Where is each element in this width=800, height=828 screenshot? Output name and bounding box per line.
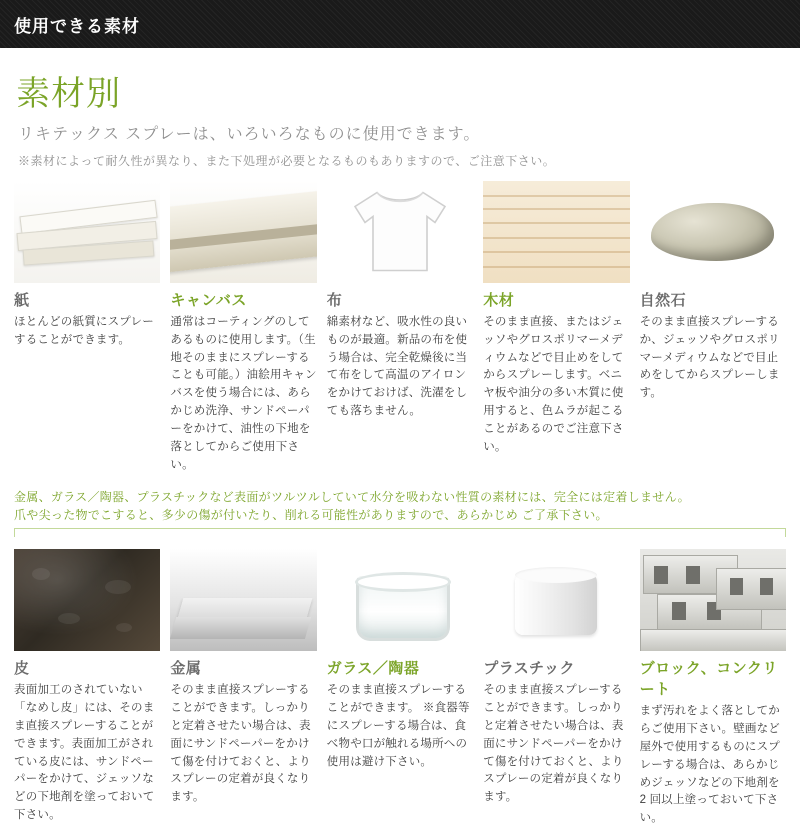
natural-stone-photo	[640, 181, 786, 283]
material-body-leather: 表面加工のされていない「なめし皮」には、そのまま直接スプレーすることができます。表面加工がされている皮には、サンドペーパーをかけて、ジェッソなどの下地剤を塗っておいて下さい。	[14, 684, 155, 821]
plastic-cap-photo	[483, 549, 629, 651]
material-label-cloth: 布	[326, 292, 343, 309]
caution-line-2: 爪や尖った物でこすると、多少の傷が付いたり、削れる可能性がありますので、あらかじめ ご了承下さい。	[14, 508, 608, 523]
material-card-cloth	[327, 181, 473, 474]
material-body-stone: そのまま直接スプレーするか、ジェッソやグロスポリマーメディウムなどで目止めをしてからスプレーします。	[639, 316, 780, 400]
material-card-stone	[640, 181, 786, 474]
material-card-canvas	[170, 181, 316, 474]
material-card-wood	[483, 181, 629, 474]
material-card-paper	[14, 181, 160, 474]
material-label-paper: 紙	[14, 292, 30, 309]
page-content	[0, 66, 800, 828]
material-card-block	[640, 549, 786, 828]
wood-plank-photo	[483, 181, 629, 283]
material-body-metal: そのまま直接スプレーすることができます。しっかりと定着させたい場合は、表面にサンドペーパーをかけて傷を付けておくと、よりスプレーの定着が良くなります。	[170, 684, 311, 804]
material-label-glass: ガラス／陶器	[326, 660, 420, 678]
material-label-wood: 木材	[483, 292, 515, 309]
material-body-paper: ほとんどの紙質にスプレーすることができます。	[14, 316, 154, 346]
material-body-block: まず汚れをよく落としてからご使用下さい。壁画など屋外で使用するものにスプレーする場合は、あらかじめジェッソなどの下地剤を 2 回以上塗っておいて下さい。	[639, 705, 780, 825]
material-card-metal	[170, 549, 316, 828]
material-label-stone: 自然石	[639, 292, 687, 309]
material-label-leather: 皮	[14, 660, 30, 678]
page-header-title: 使用できる素材	[14, 16, 140, 36]
metal-sheet-photo	[170, 549, 316, 651]
material-card-plastic	[483, 549, 629, 828]
canvas-board-photo	[170, 181, 316, 283]
material-grid-row-2	[14, 549, 786, 828]
material-label-canvas: キャンバス	[170, 292, 247, 309]
paper-sheets-photo	[14, 181, 160, 283]
material-label-plastic: プラスチック	[483, 660, 575, 678]
page-header-bar	[0, 0, 800, 48]
leather-photo	[14, 549, 160, 651]
tshirt-photo	[327, 181, 473, 283]
material-body-canvas: 通常はコーティングのしてあるものに使用します。（生地そのままにスプレーすることも可能。）油絵用キャンバスを使う場合には、あらかじめ洗浄、サンドペーパーをかけて、油性の下地を落としてからご使用下さい。	[170, 316, 317, 471]
material-body-plastic: そのまま直接スプレーすることができます。しっかりと定着させたい場合は、表面にサンドペーパーをかけて傷を付けておくと、よりスプレーの定着が良くなります。	[483, 684, 624, 804]
glass-cup-photo	[327, 549, 473, 651]
material-body-wood: そのまま直接、またはジェッソやグロスポリマーメディウムなどで目止めをしてからスプレーします。ベニヤ板や油分の多い木質に使用すると、色ムラが起こることがあるのでご注意下さい。	[483, 316, 624, 453]
material-grid-row-1	[14, 181, 786, 474]
caution-block	[14, 488, 786, 543]
material-card-glass	[327, 549, 473, 828]
caution-line-1: 金属、ガラス／陶器、プラスチックなど表面がツルツルしていて水分を吸わない性質の素材には、完全には定着しません。	[14, 490, 690, 505]
material-label-block: ブロック、コンクリート	[639, 660, 778, 699]
material-label-metal: 金属	[170, 660, 202, 678]
material-card-leather	[14, 549, 160, 828]
section-lead-text: リキテックス スプレーは、いろいろなものに使用できます。	[18, 126, 481, 143]
material-body-cloth: 綿素材など、吸水性の良いものが最適。新品の布を使う場合は、完全乾燥後に当て布をして高温のアイロンをかけておけば、洗濯をしても落ちません。	[326, 316, 468, 418]
material-body-glass: そのまま直接スプレーすることができます。 ※食器等にスプレーする場合は、食べ物や口が触れる場所への使用は避け下さい。	[326, 684, 470, 768]
section-note-text: ※素材によって耐久性が異なり、また下処理が必要となるものもありますので、ご注意下さい。	[18, 154, 556, 168]
section-title: 素材別	[16, 75, 121, 113]
caution-bracket-rule	[14, 528, 786, 537]
concrete-block-photo	[640, 549, 786, 651]
